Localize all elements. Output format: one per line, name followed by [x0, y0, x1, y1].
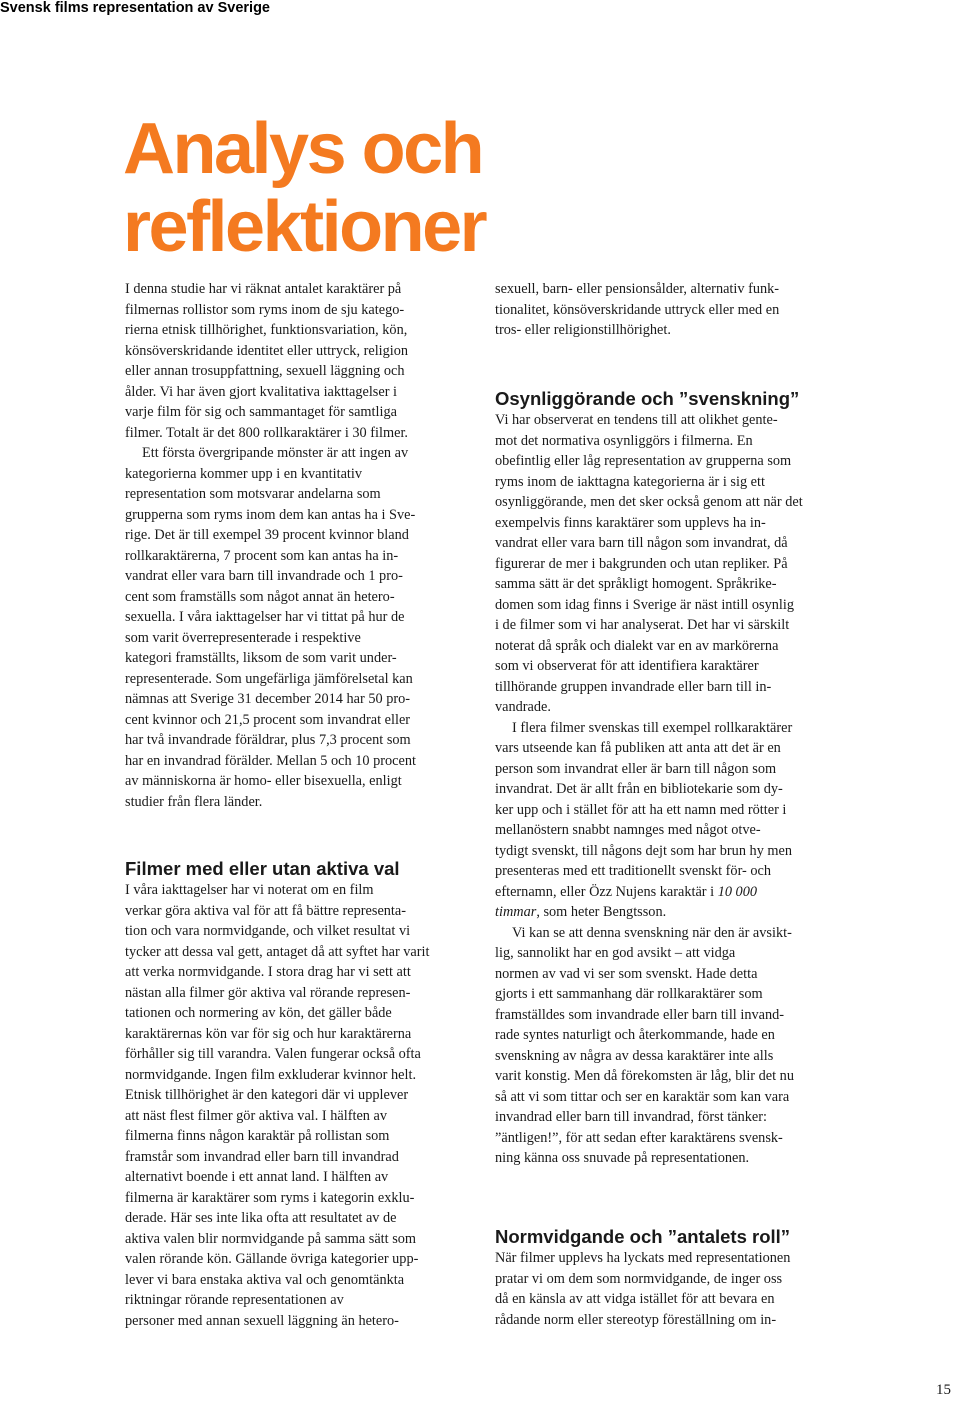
text-line: personer med annan sexuell läggning än hetero-	[125, 1312, 399, 1329]
text-line: riktningar rörande representationen av	[125, 1292, 344, 1308]
text-line: I denna studie har vi räknat antalet karaktärer på	[125, 281, 402, 297]
text-line: I flera filmer svenskas till exempel rollkaraktärer	[512, 719, 793, 736]
text-line: Etnisk tillhörighet är den kategori där vi upplever	[125, 1087, 409, 1103]
running-header: Svensk films representation av Sverige	[0, 0, 270, 16]
text-line: ryms inom de iakttagna kategorierna är i sig ett	[495, 473, 765, 490]
text-line: exempelvis finns karaktärer som upplevs ha in-	[495, 514, 766, 531]
text-line: filmer. Totalt är det 800 rollkaraktärer i 30 filmer.	[125, 424, 408, 441]
right-section-osynliggorande	[495, 388, 845, 1169]
text-line: sexuell, barn- eller pensionsålder, alternativ funk-	[495, 281, 780, 297]
section-heading-aktiva-val: Filmer med eller utan aktiva val	[125, 858, 400, 879]
text-line: rade syntes naturligt och återkommande, hade en	[495, 1027, 775, 1043]
text-line: derade. Här ses inte lika ofta att resultatet av de	[125, 1210, 397, 1226]
text-line: cent som framställs som något annat än hetero-	[125, 588, 395, 605]
text-line: rige. Det är till exempel 39 procent kvinnor bland	[125, 527, 409, 543]
text-line: rådande norm eller stereotyp föreställning om in-	[495, 1311, 777, 1328]
text-line: studier från flera länder.	[125, 793, 263, 810]
page-title-line-1: Analys och	[123, 109, 483, 189]
text-line: normvidgande. Ingen film exkluderar kvinnor helt.	[125, 1066, 417, 1083]
film-reference-line-2	[495, 902, 845, 923]
text-line: varit konstig. Men då förekomsten är låg, blir det nu	[495, 1068, 794, 1084]
text-line: förhåller sig till varandra. Valen fungerar också ofta	[125, 1046, 421, 1062]
text-line: tydigt svenskt, till någons dejt som har brun hy men	[495, 842, 793, 859]
text-line: rollkaraktärerna, 7 procent som kan antas ha in-	[125, 547, 399, 564]
text-line: sexuella. I våra iakttagelser har vi tittat på hur de	[125, 609, 405, 625]
text-line: ålder. Vi har även gjort kvalitativa iakttagelser i	[125, 383, 398, 400]
text-line: ning känna oss snuvade på representationen.	[495, 1150, 750, 1166]
aktiva-val-paragraph	[125, 880, 475, 1331]
text-line: Vi kan se att denna svenskning när den är avsikt-	[512, 924, 792, 941]
text-line: tationen och normering av kön, det gäller både	[125, 1005, 392, 1021]
text-line: pratar vi om dem som normvidgande, de inger oss	[495, 1270, 783, 1287]
text-line: i de filmer som vi har analyserat. Det har vi särskilt	[495, 617, 790, 633]
text-line: varje film för sig och sammantaget för samtliga	[125, 404, 397, 420]
text-line: När filmer upplevs ha lyckats med representationen	[495, 1250, 791, 1266]
text-line: att näst flest filmer gör aktiva val. I hälften av	[125, 1107, 388, 1124]
right-section-normvidgande	[495, 1226, 845, 1330]
text-line: vandrat eller vara barn till invandrade och 1 pro-	[125, 568, 403, 584]
text-line: representation som motsvarar andelarna som	[125, 486, 381, 502]
text-line: svenskning av några av dessa karaktärer inte alls	[495, 1047, 774, 1064]
text-line: representerade. Som ungefärliga jämförelsetal kan	[125, 670, 413, 687]
page-number: 15	[936, 1382, 951, 1398]
text-line: mellanöstern snabbt namnges med något otve-	[495, 822, 761, 838]
text-line: person som invandrat eller är barn till någon som	[495, 760, 777, 777]
section-heading-normvidgande: Normvidgande och ”antalets roll”	[495, 1226, 791, 1247]
text-line: alternativt boende i ett annat land. I hälften av	[125, 1169, 389, 1185]
overrepresentation-paragraph	[125, 443, 475, 812]
text-line: kategorierna kommer upp i en kvantitativ	[125, 465, 363, 482]
text-line: att verka normvidgande. I stora drag har vi sett att	[125, 964, 411, 980]
text-line: noterat då språk och dialekt var en av markörerna	[495, 637, 779, 654]
left-column	[125, 279, 475, 812]
text-line: samma sätt är det språkligt homogent. Språkrike-	[495, 576, 777, 592]
osynliggorande-paragraph-3	[495, 923, 845, 1169]
text-line: ”äntligen!”, för att sedan efter karaktärens svensk-	[495, 1129, 783, 1146]
section-heading-osynliggorande: Osynliggörande och ”svenskning”	[495, 388, 800, 409]
text-line: tycker att dessa val gett, antaget då att syftet har varit	[125, 943, 430, 960]
page-title-line-2: reflektioner	[123, 187, 486, 267]
text-line: av människorna är homo- eller bisexuella, enligt	[125, 773, 402, 789]
osynliggorande-paragraph-2	[495, 718, 845, 923]
text-line: vandrade.	[495, 699, 551, 715]
text-line: då en känsla av att vidga istället för att bevara en	[495, 1291, 775, 1307]
text-line: figurerar de mer i bakgrunden och utan repliker. På	[495, 555, 788, 572]
film-title-part-2: timmar	[495, 904, 537, 920]
osynliggorande-paragraph-1	[495, 410, 845, 718]
text-line: som vi observerat för att identifiera karaktärer	[495, 658, 759, 674]
text-line: tros- eller religionstillhörighet.	[495, 322, 671, 338]
text-line: Ett första övergripande mönster är att ingen av	[142, 445, 409, 461]
text-line: framställdes som invandrade eller barn till invand-	[495, 1006, 785, 1023]
text-line: så att vi som tittar och ser en karaktär som kan vara	[495, 1088, 790, 1105]
text-line: rierna etnisk tillhörighet, funktionsvariation, kön,	[125, 322, 408, 338]
text-line: tillhörande gruppen invandrade eller barn till in-	[495, 678, 772, 695]
text-line: tionalitet, könsöverskridande uttryck eller med en	[495, 301, 780, 318]
text-line: I våra iakttagelser har vi noterat om en film	[125, 882, 374, 898]
text-line: karaktärernas kön var för sig och hur karaktärerna	[125, 1025, 412, 1042]
continuation-paragraph	[495, 279, 845, 341]
text-line: lever vi bara enstaka aktiva val och genomtänkta	[125, 1271, 405, 1288]
text-run: efternamn, eller Özz Nujens karaktär i	[495, 883, 718, 900]
text-line: aktiva valen blir normvidgande på samma sätt som	[125, 1230, 417, 1247]
text-line: filmerna är karaktärer som ryms i kategorin exklu-	[125, 1189, 415, 1206]
film-title-part-1: 10 000	[717, 883, 758, 900]
text-line: presenteras med ett traditionellt svenskt för- och	[495, 863, 772, 879]
text-line: cent kvinnor och 21,5 procent som invandrat eller	[125, 711, 411, 728]
text-line: vandrat eller vara barn till någon som invandrat, då	[495, 535, 788, 551]
text-line: invandrad eller barn till invandrad, först tänker:	[495, 1109, 767, 1125]
text-line: tion och vara normvidgande, och vilket resultat vi	[125, 923, 411, 939]
text-line: valen rörande kön. Gällande övriga kategorier upp-	[125, 1251, 419, 1267]
text-line: framstår som invandrad eller barn till invandrad	[125, 1148, 399, 1165]
text-line: könsöverskridande identitet eller uttryck, religion	[125, 342, 409, 359]
text-line: domen som idag finns i Sverige är näst intill osynlig	[495, 596, 795, 613]
text-line: som varit överrepresenterade i respektive	[125, 629, 361, 646]
text-line: eller annan trosuppfattning, sexuell läggning och	[125, 363, 405, 379]
text-line: filmernas rollistor som ryms inom de sju katego-	[125, 301, 405, 318]
text-line: ker upp och i stället för att ha ett namn med rötter i	[495, 801, 787, 818]
text-line: osynliggörande, men det sker också genom att när det	[495, 494, 803, 510]
osynliggorande-paragraph-2-lines	[495, 718, 845, 882]
text-line: verkar göra aktiva val för att få bättre representa-	[125, 902, 407, 919]
film-reference-line	[495, 882, 845, 903]
text-line: har en invandrad förälder. Mellan 5 och 10 procent	[125, 752, 416, 769]
left-section	[125, 858, 475, 1331]
text-line: vars utseende kan få publiken att anta att det är en	[495, 740, 781, 756]
text-line: kategori framställts, liksom de som varit under-	[125, 650, 397, 666]
text-line: filmerna finns någon karaktär på rollistan som	[125, 1128, 390, 1144]
text-line: normen av vad vi ser som svenskt. Hade detta	[495, 965, 758, 982]
text-line: grupperna som ryms inom dem kan antas ha i Sve-	[125, 506, 416, 523]
right-column-top	[495, 279, 845, 341]
text-line: har två invandrade föräldrar, plus 7,3 procent som	[125, 732, 411, 748]
normvidgande-paragraph	[495, 1248, 845, 1330]
intro-paragraph	[125, 279, 475, 443]
text-line: Vi har observerat en tendens till att olikhet gente-	[495, 412, 778, 428]
text-line: nämnas att Sverige 31 december 2014 har 50 pro-	[125, 691, 411, 707]
text-line: invandrat. Det är allt från en bibliotekarie som dy-	[495, 781, 783, 797]
text-line: nästan alla filmer gör aktiva val rörande represen-	[125, 984, 411, 1001]
text-line: gjorts i ett sammanhang där rollkaraktärer som	[495, 986, 763, 1002]
text-line: obefintlig eller låg representation av grupperna som	[495, 453, 792, 469]
page-title	[123, 110, 485, 266]
text-line: mot det normativa osynliggörs i filmerna. En	[495, 432, 753, 449]
text-line: lig, sannolikt har en god avsikt – att vidga	[495, 945, 736, 961]
text-run: , som heter Bengtsson.	[536, 904, 667, 920]
